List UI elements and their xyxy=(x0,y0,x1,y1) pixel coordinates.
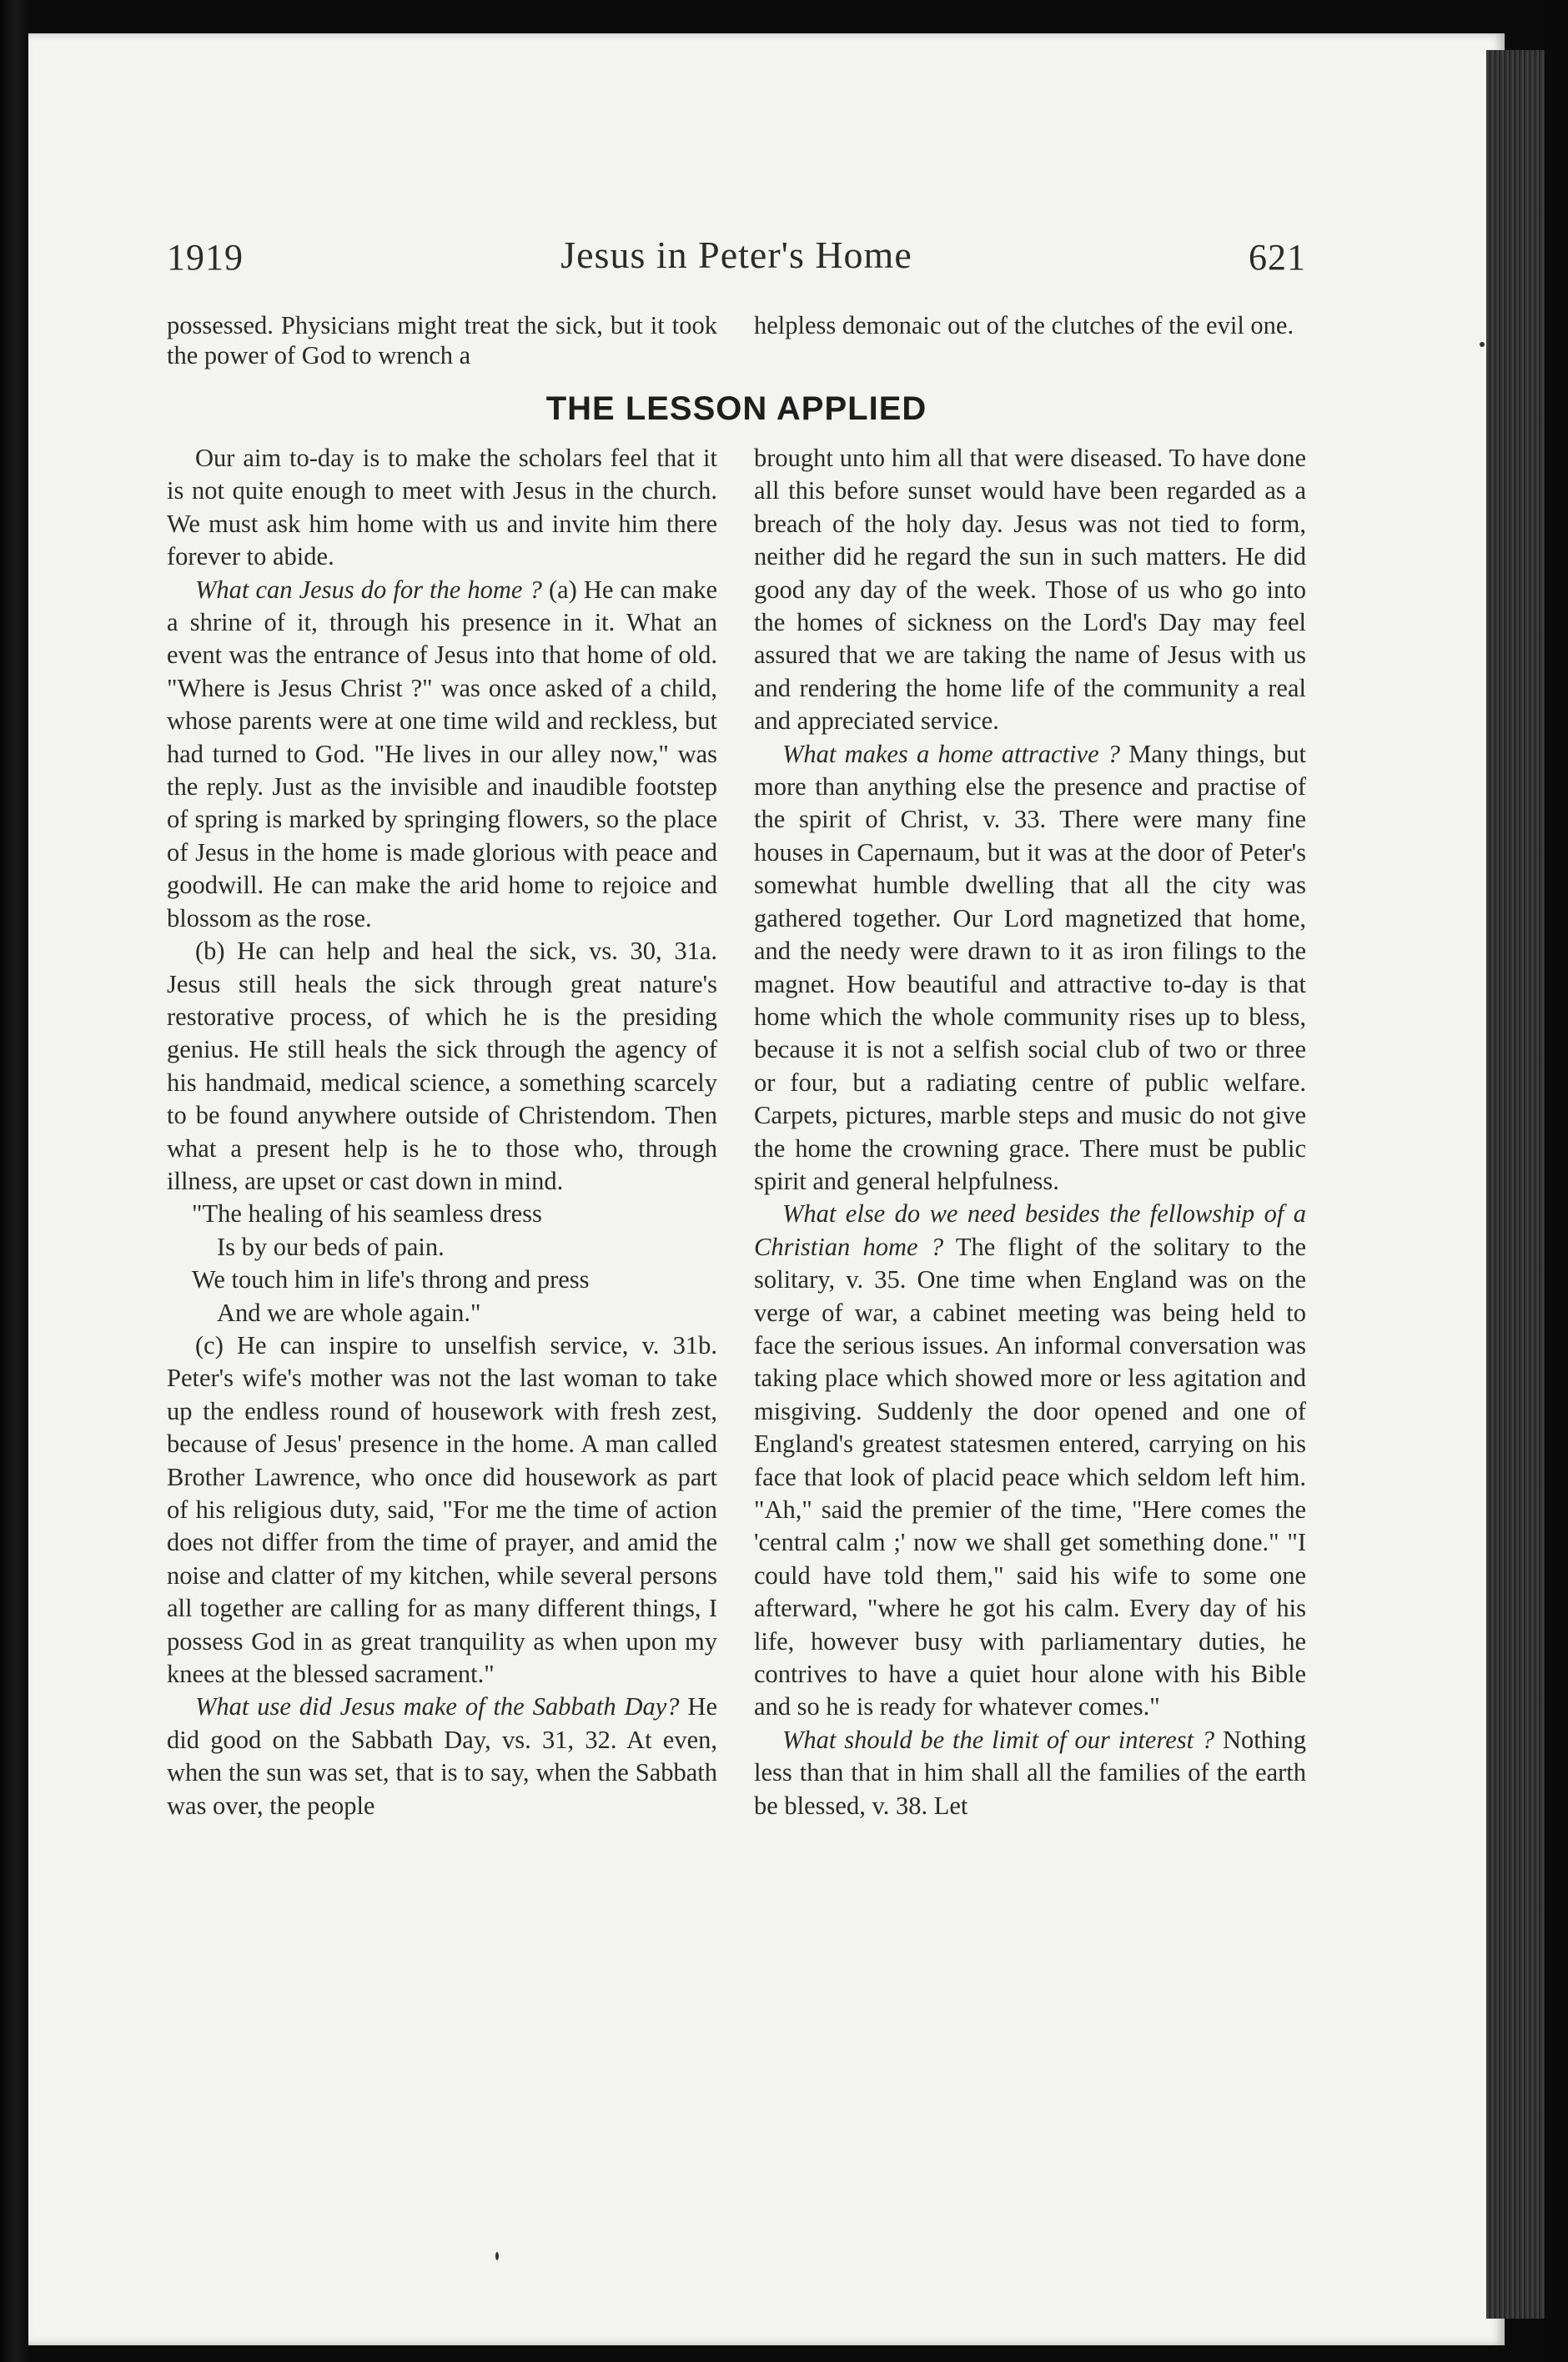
left-column xyxy=(167,442,717,1822)
right-column xyxy=(754,442,1306,1822)
paragraph-text: Nothing less than that in him shall all the families of the earth be blessed, v. 38. Let xyxy=(754,1725,1307,1820)
paragraph xyxy=(167,1691,717,1822)
question-heading: What else do we need besides the fellowship of a Christian home ? xyxy=(754,1199,1306,1261)
paragraph xyxy=(754,1724,1306,1822)
poem-line: Is by our beds of pain. xyxy=(217,1232,445,1261)
paragraph: brought unto him all that were diseased. To have done all this before sunset would have been regarded as a breach of the holy day. Jesus was not tied to form, neither did he regard the sun in such matters. He did good any day of the week. Those of us who go into the homes of sickness on the Lord's Day may feel assured that we are taking the name of Jesus with us and rendering the home life of the community a real and appreciated service. xyxy=(754,444,1306,736)
paragraph: Our aim to-day is to make the scholars feel that it is not quite enough to meet with Jesus in the church. We must ask him home with us and invite him there forever to abide. xyxy=(167,444,717,571)
question-heading: What use did Jesus make of the Sabbath Day? xyxy=(195,1692,680,1721)
paragraph: (c) He can inspire to unselfish service, v. 31b. Peter's wife's mother was not the last woman to take up the endless round of housework with fresh zest, because of Jesus' presence in the home. A man called Brother Lawrence, who once did housework as part of his religious duty, said, "For me the time of action does not differ from the time of prayer, and amid the noise and clatter of my kitchen, while several persons all together are calling for as many different things, I possess God in as great tranquility as when upon my knees at the blessed sacrament." xyxy=(167,1330,717,1689)
paragraph-text: The flight of the solitary to the solitary, v. 35. One time when England was on the verge of war, a cabinet meeting was being held to face the serious issues. An informal conversation was taking place which showed more or less agitation and misgiving. Suddenly the door opened and one of England's greatest statesmen entered, carrying on his face that look of placid peace which seldom left him. "Ah," said the premier of the time, "Here comes the 'central calm ;' now we shall get something done." "I could have told them," said his wife to some one afterward, "where he got his calm. Every day of his life, however busy with parliamentary duties, he contrives to have a quiet hour alone with his Bible and so he is ready for whatever comes." xyxy=(754,1232,1306,1721)
question-heading: What should be the limit of our interest ? xyxy=(782,1725,1215,1754)
top-left-continuation xyxy=(167,310,717,370)
paragraph xyxy=(167,574,717,935)
paragraph-text: He did good on the Sabbath Day, vs. 31, 32. At even, when the sun was set, that is to say, when the Sabbath was over, the people xyxy=(167,1692,717,1820)
continuation-text-right: helpless demonaic out of the clutches of the evil one. xyxy=(754,311,1294,339)
dust-speck xyxy=(495,2252,499,2260)
paragraph-text: (a) He can make a shrine of it, through his presence in it. What an event was the entrance of Jesus into that home of old. "Where is Jesus Christ ?" was once asked of a child, whose parents were at one time wild and reckless, but had turned to God. "He lives in our alley now," was the reply. Just as the invisible and inaudible footstep of spring is marked by springing flowers, so the place of Jesus in the home is made glorious with peace and goodwill. He can make the arid home to rejoice and blossom as the rose. xyxy=(167,575,718,932)
continuation-text-left: possessed. Physicians might treat the sick, but it took the power of God to wrench a xyxy=(167,311,717,369)
poem-line: And we are whole again." xyxy=(217,1298,481,1327)
page-number: 621 xyxy=(1249,237,1306,278)
running-header xyxy=(167,236,1306,286)
paragraph xyxy=(754,1198,1306,1724)
paragraph: (b) He can help and heal the sick, vs. 30, 31a. Jesus still heals the sick through great nature's restorative process, of which he is the presiding genius. He still heals the sick through the agency of his handmaid, medical science, a something scarcely to be found anywhere outside of Christendom. Then what a present help is he to those who, through illness, are upset or cast down in mind. xyxy=(167,937,717,1195)
book-spine-edge xyxy=(0,0,28,2362)
poem-line: "The healing of his seamless dress xyxy=(192,1199,542,1229)
top-right-continuation xyxy=(754,310,1306,340)
page-stack-edges xyxy=(1486,50,1545,2319)
question-heading: What makes a home attractive ? xyxy=(782,739,1121,768)
poem-line: We touch him in life's throng and press xyxy=(192,1265,590,1294)
question-heading: What can Jesus do for the home ? xyxy=(195,575,542,604)
paragraph xyxy=(754,738,1306,1199)
poem-quote xyxy=(167,1198,717,1329)
paragraph-text: Many things, but more than anything else the presence and practise of the spirit of Christ, v. 33. There were many fine houses in Capernaum, but it was at the door of Peter's somewhat humble dwelling that all the city was gathered together. Our Lord magnetized that home, and the needy were drawn to it as iron filings to the magnet. How beautiful and attractive to-day is that home which the whole community rises up to bless, because it is not a selfish social club of two or three or four, but a radiating centre of public welfare. Carpets, pictures, marble steps and music do not give the home the crowning grace. There must be public spirit and general helpfulness. xyxy=(754,739,1306,1195)
section-heading: THE LESSON APPLIED xyxy=(545,390,927,427)
dust-speck xyxy=(1480,342,1485,347)
header-year: 1919 xyxy=(167,237,244,278)
header-title: Jesus in Peter's Home xyxy=(560,234,912,276)
background-dark xyxy=(1545,0,1568,2362)
